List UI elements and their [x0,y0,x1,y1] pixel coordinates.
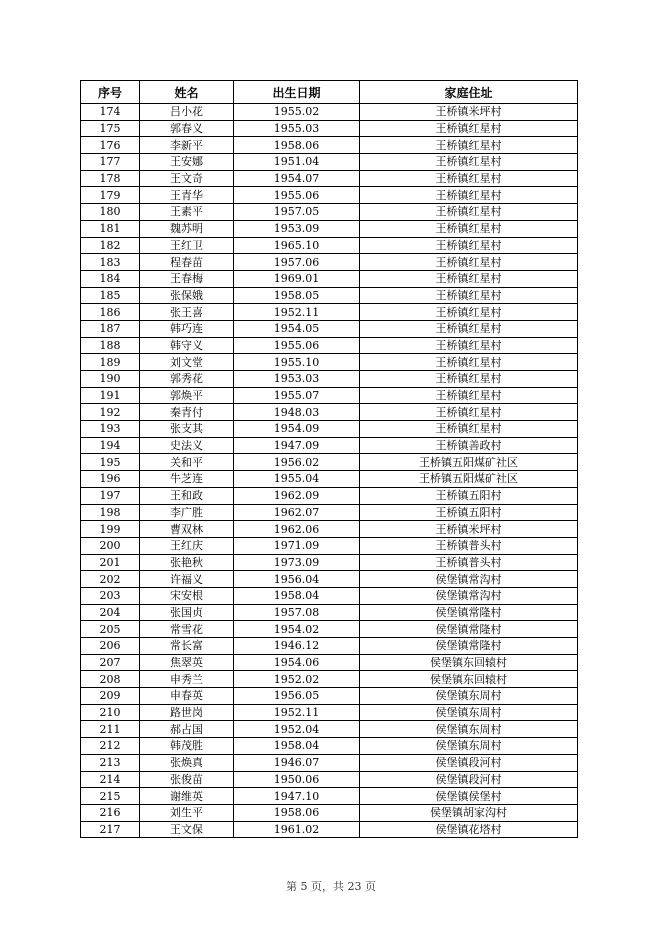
table-row [81,504,578,521]
cell-birthdate: 1958.04 [234,738,360,755]
residents-table [80,80,578,838]
cell-index: 217 [81,821,140,838]
cell-address: 侯堡镇常隆村 [360,638,578,655]
cell-name: 秦青付 [140,404,234,421]
cell-index: 196 [81,471,140,488]
cell-index: 203 [81,587,140,604]
cell-address: 王桥镇红星村 [360,220,578,237]
cell-address: 侯堡镇段河村 [360,754,578,771]
cell-index: 197 [81,487,140,504]
cell-birthdate: 1947.10 [234,788,360,805]
cell-address: 王桥镇红星村 [360,354,578,371]
cell-index: 178 [81,170,140,187]
cell-birthdate: 1957.08 [234,604,360,621]
cell-name: 王青华 [140,187,234,204]
cell-name: 李新平 [140,137,234,154]
table-row [81,771,578,788]
table-row [81,604,578,621]
cell-name: 魏苏明 [140,220,234,237]
table-row [81,754,578,771]
cell-address: 王桥镇五阳村 [360,504,578,521]
cell-birthdate: 1955.06 [234,187,360,204]
cell-address: 王桥镇红星村 [360,421,578,438]
cell-birthdate: 1950.06 [234,771,360,788]
cell-index: 205 [81,621,140,638]
cell-address: 王桥镇五阳村 [360,487,578,504]
cell-index: 213 [81,754,140,771]
cell-name: 牛芝连 [140,471,234,488]
table-row [81,104,578,121]
cell-address: 侯堡镇常隆村 [360,604,578,621]
cell-birthdate: 1961.02 [234,821,360,838]
table-row [81,821,578,838]
cell-name: 史法义 [140,437,234,454]
cell-address: 王桥镇红星村 [360,371,578,388]
cell-address: 王桥镇红星村 [360,237,578,254]
cell-name: 王文保 [140,821,234,838]
cell-birthdate: 1955.10 [234,354,360,371]
cell-index: 199 [81,521,140,538]
cell-name: 关和平 [140,454,234,471]
cell-name: 郭秀花 [140,371,234,388]
table-row [81,688,578,705]
cell-address: 侯堡镇东回辕村 [360,671,578,688]
cell-birthdate: 1948.03 [234,404,360,421]
cell-birthdate: 1951.04 [234,154,360,171]
cell-name: 王红庆 [140,537,234,554]
cell-birthdate: 1953.09 [234,220,360,237]
cell-name: 王红卫 [140,237,234,254]
cell-name: 张支其 [140,421,234,438]
table-row [81,671,578,688]
cell-name: 谢维英 [140,788,234,805]
cell-name: 王素平 [140,204,234,221]
cell-name: 张国贞 [140,604,234,621]
cell-index: 214 [81,771,140,788]
table-row [81,721,578,738]
table-row [81,237,578,254]
header-address: 家庭住址 [360,81,578,104]
cell-name: 程春苗 [140,254,234,271]
cell-index: 185 [81,287,140,304]
cell-address: 侯堡镇常沟村 [360,571,578,588]
table-row [81,404,578,421]
cell-index: 177 [81,154,140,171]
cell-address: 王桥镇红星村 [360,187,578,204]
cell-birthdate: 1958.04 [234,587,360,604]
cell-name: 路世岗 [140,704,234,721]
cell-birthdate: 1958.05 [234,287,360,304]
cell-birthdate: 1969.01 [234,270,360,287]
table-row [81,154,578,171]
cell-birthdate: 1956.04 [234,571,360,588]
table-row [81,387,578,404]
cell-name: 王和政 [140,487,234,504]
cell-name: 申秀兰 [140,671,234,688]
cell-index: 192 [81,404,140,421]
cell-birthdate: 1955.04 [234,471,360,488]
cell-name: 张俊苗 [140,771,234,788]
cell-name: 吕小花 [140,104,234,121]
cell-index: 186 [81,304,140,321]
table-row [81,621,578,638]
table-row [81,304,578,321]
cell-address: 侯堡镇东周村 [360,704,578,721]
table-row [81,254,578,271]
table-row [81,487,578,504]
table-row [81,204,578,221]
table-row [81,554,578,571]
cell-name: 宋安根 [140,587,234,604]
cell-address: 侯堡镇段河村 [360,771,578,788]
cell-index: 181 [81,220,140,237]
table-row [81,454,578,471]
cell-index: 210 [81,704,140,721]
cell-name: 李广胜 [140,504,234,521]
cell-index: 182 [81,237,140,254]
cell-name: 张保娥 [140,287,234,304]
header-row [81,81,578,104]
cell-birthdate: 1953.03 [234,371,360,388]
cell-birthdate: 1957.06 [234,254,360,271]
cell-address: 侯堡镇东周村 [360,721,578,738]
cell-name: 张王喜 [140,304,234,321]
cell-index: 202 [81,571,140,588]
cell-address: 王桥镇米坪村 [360,521,578,538]
cell-index: 191 [81,387,140,404]
table-row [81,587,578,604]
table-row [81,270,578,287]
header-name: 姓名 [140,81,234,104]
cell-birthdate: 1955.06 [234,337,360,354]
cell-birthdate: 1965.10 [234,237,360,254]
cell-address: 王桥镇红星村 [360,337,578,354]
cell-birthdate: 1956.02 [234,454,360,471]
cell-address: 王桥镇红星村 [360,137,578,154]
cell-index: 200 [81,537,140,554]
cell-address: 王桥镇红星村 [360,387,578,404]
cell-name: 王安娜 [140,154,234,171]
table-body [81,104,578,838]
cell-index: 187 [81,320,140,337]
cell-name: 常长富 [140,638,234,655]
cell-address: 王桥镇五阳煤矿社区 [360,471,578,488]
cell-birthdate: 1955.02 [234,104,360,121]
table-row [81,654,578,671]
cell-index: 215 [81,788,140,805]
cell-index: 208 [81,671,140,688]
cell-address: 侯堡镇常隆村 [360,621,578,638]
cell-name: 许福义 [140,571,234,588]
cell-address: 王桥镇红星村 [360,320,578,337]
cell-index: 209 [81,688,140,705]
cell-birthdate: 1954.09 [234,421,360,438]
table-row [81,638,578,655]
cell-birthdate: 1952.04 [234,721,360,738]
cell-address: 侯堡镇东周村 [360,688,578,705]
cell-index: 184 [81,270,140,287]
cell-index: 183 [81,254,140,271]
cell-name: 韩守义 [140,337,234,354]
page-number: 第 5 页，共 23 页 [286,880,376,893]
cell-birthdate: 1958.06 [234,804,360,821]
cell-index: 179 [81,187,140,204]
cell-birthdate: 1954.07 [234,170,360,187]
cell-address: 王桥镇红星村 [360,254,578,271]
cell-birthdate: 1954.06 [234,654,360,671]
cell-address: 侯堡镇花塔村 [360,821,578,838]
cell-address: 王桥镇五阳煤矿社区 [360,454,578,471]
cell-index: 211 [81,721,140,738]
table-row [81,120,578,137]
table-row [81,471,578,488]
cell-address: 王桥镇善政村 [360,437,578,454]
cell-index: 180 [81,204,140,221]
table-row [81,220,578,237]
cell-birthdate: 1954.02 [234,621,360,638]
cell-birthdate: 1952.11 [234,304,360,321]
cell-birthdate: 1962.06 [234,521,360,538]
cell-birthdate: 1946.07 [234,754,360,771]
cell-birthdate: 1958.06 [234,137,360,154]
cell-index: 189 [81,354,140,371]
cell-address: 王桥镇红星村 [360,120,578,137]
cell-birthdate: 1962.07 [234,504,360,521]
cell-birthdate: 1957.05 [234,204,360,221]
cell-index: 206 [81,638,140,655]
table-row [81,804,578,821]
cell-index: 198 [81,504,140,521]
cell-name: 郝占国 [140,721,234,738]
cell-index: 188 [81,337,140,354]
table-row [81,337,578,354]
cell-address: 王桥镇红星村 [360,304,578,321]
cell-address: 侯堡镇常沟村 [360,587,578,604]
cell-index: 201 [81,554,140,571]
cell-birthdate: 1971.09 [234,537,360,554]
cell-address: 王桥镇红星村 [360,270,578,287]
cell-address: 侯堡镇东回辕村 [360,654,578,671]
cell-name: 刘生平 [140,804,234,821]
cell-name: 王文奇 [140,170,234,187]
cell-birthdate: 1952.11 [234,704,360,721]
cell-index: 193 [81,421,140,438]
table-row [81,320,578,337]
table-row [81,170,578,187]
cell-index: 204 [81,604,140,621]
cell-name: 常雪花 [140,621,234,638]
table-row [81,137,578,154]
cell-name: 郭焕平 [140,387,234,404]
cell-birthdate: 1947.09 [234,437,360,454]
cell-name: 韩茂胜 [140,738,234,755]
cell-index: 176 [81,137,140,154]
table-row [81,437,578,454]
header-birthdate: 出生日期 [234,81,360,104]
table-row [81,421,578,438]
cell-birthdate: 1955.07 [234,387,360,404]
cell-name: 郭春义 [140,120,234,137]
cell-index: 216 [81,804,140,821]
cell-name: 曹双林 [140,521,234,538]
cell-name: 张艳秋 [140,554,234,571]
cell-birthdate: 1952.02 [234,671,360,688]
cell-birthdate: 1946.12 [234,638,360,655]
cell-birthdate: 1954.05 [234,320,360,337]
cell-name: 焦翠英 [140,654,234,671]
cell-birthdate: 1956.05 [234,688,360,705]
table-row [81,371,578,388]
cell-birthdate: 1973.09 [234,554,360,571]
cell-name: 王春梅 [140,270,234,287]
table-row [81,187,578,204]
cell-name: 韩巧连 [140,320,234,337]
cell-name: 刘文堂 [140,354,234,371]
cell-address: 王桥镇普头村 [360,537,578,554]
cell-name: 申春英 [140,688,234,705]
cell-address: 王桥镇红星村 [360,404,578,421]
cell-index: 190 [81,371,140,388]
table-row [81,287,578,304]
cell-address: 侯堡镇东周村 [360,738,578,755]
cell-index: 175 [81,120,140,137]
cell-index: 194 [81,437,140,454]
table-row [81,521,578,538]
cell-address: 王桥镇普头村 [360,554,578,571]
cell-index: 212 [81,738,140,755]
cell-address: 侯堡镇侯堡村 [360,788,578,805]
table-row [81,704,578,721]
table-row [81,738,578,755]
table-row [81,788,578,805]
table-row [81,537,578,554]
header-index: 序号 [81,81,140,104]
cell-index: 195 [81,454,140,471]
cell-index: 174 [81,104,140,121]
cell-address: 王桥镇红星村 [360,287,578,304]
cell-birthdate: 1955.03 [234,120,360,137]
cell-index: 207 [81,654,140,671]
table-row [81,571,578,588]
cell-address: 王桥镇米坪村 [360,104,578,121]
cell-address: 王桥镇红星村 [360,154,578,171]
cell-address: 王桥镇红星村 [360,204,578,221]
cell-address: 侯堡镇胡家沟村 [360,804,578,821]
cell-name: 张焕真 [140,754,234,771]
cell-birthdate: 1962.09 [234,487,360,504]
cell-address: 王桥镇红星村 [360,170,578,187]
table-row [81,354,578,371]
